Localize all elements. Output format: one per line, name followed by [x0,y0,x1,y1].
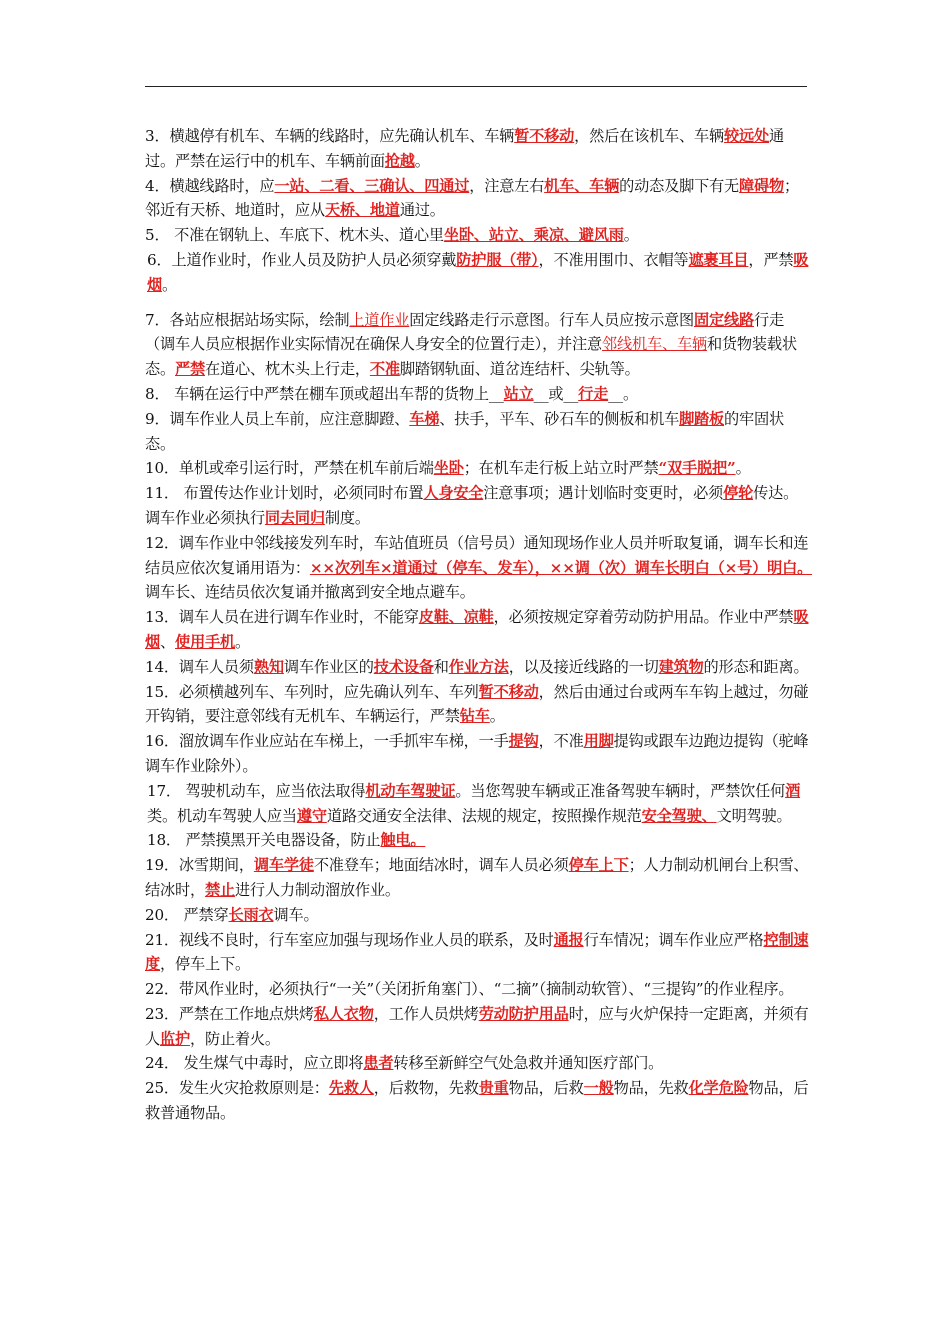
item-text: 进行人力制动溜放作业。 [234,880,400,899]
item-text: 15．必须横越列车、车列时，应先确认列车、车列 [145,682,479,701]
item-text: 。 [489,707,505,726]
item-text: 的牢固状态。 [145,409,784,453]
list-item [145,928,813,978]
item-text: ，后救物，先救 [373,1079,479,1098]
list-item [145,779,813,829]
item-text: 通过。严禁在运行中的机车、车辆前面 [145,127,784,170]
item-text: 14．调车人员须 [145,657,254,676]
list-item [145,1051,813,1076]
document-body [145,124,813,1126]
item-text: 12．调车作业中邻线接发列车时，车站值班员（信号员）通知现场作业人员并听取复诵，调车长和连结员应依次复诵用语为： [145,533,809,577]
item-text: 脚踏钢轨面、道岔连结杆、尖轨等。 [399,360,640,379]
item-text: ；在机车走行板上站立时严禁 [463,459,659,478]
answer-text: 皮鞋、凉鞋 [418,608,494,627]
answer-text: 天桥、地道 [324,201,400,220]
answer-text: 安全驾驶、 [641,806,717,825]
list-item [145,605,813,655]
item-text: 时，应与火炉保持一定距离，并须有人 [145,1004,809,1048]
answer-text: “双手脱把” [658,459,736,478]
item-text: ；邻近有天桥、地道时，应从 [145,176,799,220]
answer-text: 触电。 [380,831,426,850]
answer-text: 控制速度 [145,930,809,974]
answer-text: 作业方法 [448,657,509,676]
item-text: __或__ [533,384,579,403]
item-text: ，注意左右 [469,176,545,195]
item-text: 通过。 [399,201,445,220]
item-text: 在道心、枕木头上行走， [204,360,370,379]
item-text: 调车长、连结员依次复诵并撤离到安全地点避车。 [145,583,475,602]
answer-text: 用脚 [583,732,614,751]
list-item [145,903,813,928]
item-text: 。当您驾驶车辆或正准备驾驶车辆时，严禁饮任何 [455,781,786,800]
item-text: 和货物装载状态。 [145,335,797,379]
answer-text: 贵重 [478,1079,509,1098]
item-text: 3．横越停有机车、车辆的线路时，应先确认机车、车辆 [145,127,515,145]
item-text: 。 [162,275,177,294]
list-item [145,1076,813,1126]
answer-text: 先救人 [328,1079,374,1098]
item-text: 22．带风作业时，必须执行“一关”（关闭折角塞门）、“二摘”（摘制动软管）、“三提钩”的作业程序。 [145,980,794,999]
item-text: 物品，后救 [508,1079,584,1098]
item-text: 的动态及脚下有无 [619,176,740,195]
item-text: 道路交通安全法律、法规的规定，按照操作规范 [326,806,642,825]
item-text: 和 [433,657,449,676]
answer-text: 行走 [578,384,609,403]
answer-text: 化学危险 [688,1079,749,1098]
item-text: ，以及接近线路的一切 [508,657,659,676]
list-item [145,124,813,174]
answer-text: 坐卧、站立、乘凉、避风雨 [443,226,624,245]
item-text: ，必须按规定穿着劳动防护用品。作业中严禁 [493,608,794,627]
item-text: 、扶手，平车、砂石车的侧板和机车 [439,409,680,428]
list-item [145,223,813,248]
list-item [145,248,813,298]
list-item [145,729,813,779]
answer-text: 监护 [160,1029,190,1048]
item-text: 提钩或跟车边跑边提钩（驼峰调车作业除外）。 [145,732,809,775]
answer-text: 一般 [583,1079,614,1098]
item-text: ，防止着火。 [189,1029,280,1048]
answer-text: 机动车驾驶证 [365,781,456,800]
answer-text: 防护服（带） [456,250,539,269]
answer-text: 暂不移动 [478,682,539,701]
item-text: 16．溜放调车作业应站在车梯上，一手抓牢车梯，一手 [145,732,509,751]
list-item [145,828,813,853]
item-text: 。 [414,151,430,170]
item-text: 17． 驾驶机动车，应当依法取得 [147,781,366,800]
item-text: 文明驾驶。 [716,806,792,825]
item-text: 7．各站应根据站场实际，绘制 [145,310,350,329]
item-text: 10．单机或牵引运行时，严禁在机车前后端 [145,459,434,478]
list-item [145,1002,813,1052]
item-text: 物品，先救 [613,1079,689,1098]
item-text: 类。机动车驾驶人应当 [147,806,297,825]
item-text: 20． 严禁穿 [145,905,229,924]
item-text: ；人力制动机闸台上积雪、结冰时， [145,856,809,899]
answer-text: 禁止 [204,880,235,899]
answer-text: 障碍物 [739,176,784,195]
item-text: 转移至新鲜空气处急救并通知医疗部门。 [393,1054,664,1073]
answer-text: 停轮 [723,484,754,503]
answer-text: 吸烟 [147,250,809,294]
list-item [145,407,813,457]
answer-text: 固定线路 [694,310,754,329]
item-text: 11． 布置传达作业计划时，必须同时布置 [145,484,424,503]
list-item [145,481,813,531]
answer-text: 站立 [503,384,534,403]
item-text: 行车情况；调车作业应严格 [583,930,764,949]
list-item [145,680,813,730]
answer-text: 劳动防护用品 [478,1004,569,1023]
answer-text: 机车、车辆 [544,176,620,195]
item-text: __。 [608,384,638,403]
list-item [145,174,813,224]
item-text: 5． 不准在钢轨上、车底下、枕木头、道心里 [145,226,444,245]
answer-text: 人身安全 [423,484,484,503]
answer-text: 同去同归 [264,508,325,527]
item-text: 25．发生火灾抢救原则是： [145,1079,329,1098]
answer-text: 车梯 [409,409,440,428]
item-text: 不准登车；地面结冰时，调车人员必须 [313,856,569,875]
item-text: 制度。 [324,508,370,527]
item-text: 行走（调车人员应根据作业实际情况在确保人身安全的位置行走），并注意 [145,310,784,354]
answer-text: 私人衣物 [313,1004,374,1023]
answer-text: 暂不移动 [514,127,575,145]
item-text: 19．冰雪期间， [145,856,254,875]
answer-text: 酒 [785,781,801,800]
item-text: 18． 严禁摸黑开关电器设备，防止 [147,831,381,850]
list-item [145,456,813,481]
list-item [145,977,813,1002]
answer-text: 上道作业 [349,310,410,329]
item-text: 23．严禁在工作地点烘烤 [145,1004,314,1023]
item-text: 。 [623,226,639,245]
list-item [145,382,813,407]
answer-text: 严禁 [174,360,205,379]
list-item [145,853,813,903]
item-text: 的形态和距离。 [703,657,809,676]
item-text: 调车作业区的 [283,657,374,676]
item-text: 物品，后救普通物品。 [145,1079,809,1123]
item-text: 4．横越线路时，应 [145,176,275,195]
answer-text: 不准 [369,360,400,379]
header-rule [145,86,807,87]
list-item [145,655,813,680]
answer-text: 钻车 [459,707,490,726]
item-text: 24． 发生煤气中毒时，应立即将 [145,1054,364,1073]
item-text: 、 [160,632,175,651]
answer-text: 脚踏板 [679,409,725,428]
item-text: 8． 车辆在运行中严禁在棚车顶或超出车帮的货物上__ [145,384,504,403]
item-text: ，不准用围巾、衣帽等 [538,250,689,269]
answer-text: 调车学徒 [253,856,314,875]
answer-text: 技术设备 [373,657,434,676]
item-text: ，然后在该机车、车辆 [574,127,725,145]
answer-text: 通报 [553,930,584,949]
answer-text: 使用手机 [175,632,235,651]
item-text: 。 [234,632,250,651]
item-text: ，停车上下。 [160,955,250,974]
answer-text: 提钩 [508,732,539,751]
answer-text: 患者 [363,1054,394,1073]
answer-text: 较远处 [724,127,769,145]
item-text: ，工作人员烘烤 [373,1004,479,1023]
item-text: 。 [735,459,751,478]
answer-text: 长雨衣 [228,905,274,924]
item-text: 固定线路走行示意图。行车人员应按示意图 [409,310,695,329]
item-text: 13．调车人员在进行调车作业时，不能穿 [145,608,419,627]
item-text: 6．上道作业时，作业人员及防护人员必须穿戴 [147,250,457,269]
answer-text: 吸烟 [145,608,809,651]
item-text: ，然后由通过台或两车车钩上越过，勿碰开钩销，要注意邻线有无机车、车辆运行，严禁 [145,682,809,726]
answer-text: ××次列车×道通过（停车、发车），××调（次）调车长明白（×号）明白。 [309,558,813,577]
answer-text: 遮裹耳目 [688,250,749,269]
answer-text: 一站、二看、三确认、四通过 [274,176,470,195]
list-item [145,308,813,382]
answer-text: 建筑物 [658,657,704,676]
answer-text: 抢越 [384,151,415,170]
answer-text: 邻线机车、车辆 [602,335,707,354]
item-text: 21．视线不良时，行车室应加强与现场作业人员的联系，及时 [145,930,554,949]
answer-text: 坐卧 [433,459,464,478]
item-text: ，不准 [538,732,584,751]
answer-text: 遵守 [296,806,327,825]
item-text: 传达。调车作业必须执行 [145,484,799,527]
item-text: 调车。 [273,905,319,924]
item-text: ，严禁 [748,250,794,269]
list-item [145,531,813,605]
answer-text: 停车上下 [568,856,629,875]
item-text: 注意事项；遇计划临时变更时，必须 [483,484,724,503]
item-text: 9．调车作业人员上车前，应注意脚蹬、 [145,409,410,428]
answer-text: 熟知 [253,657,284,676]
